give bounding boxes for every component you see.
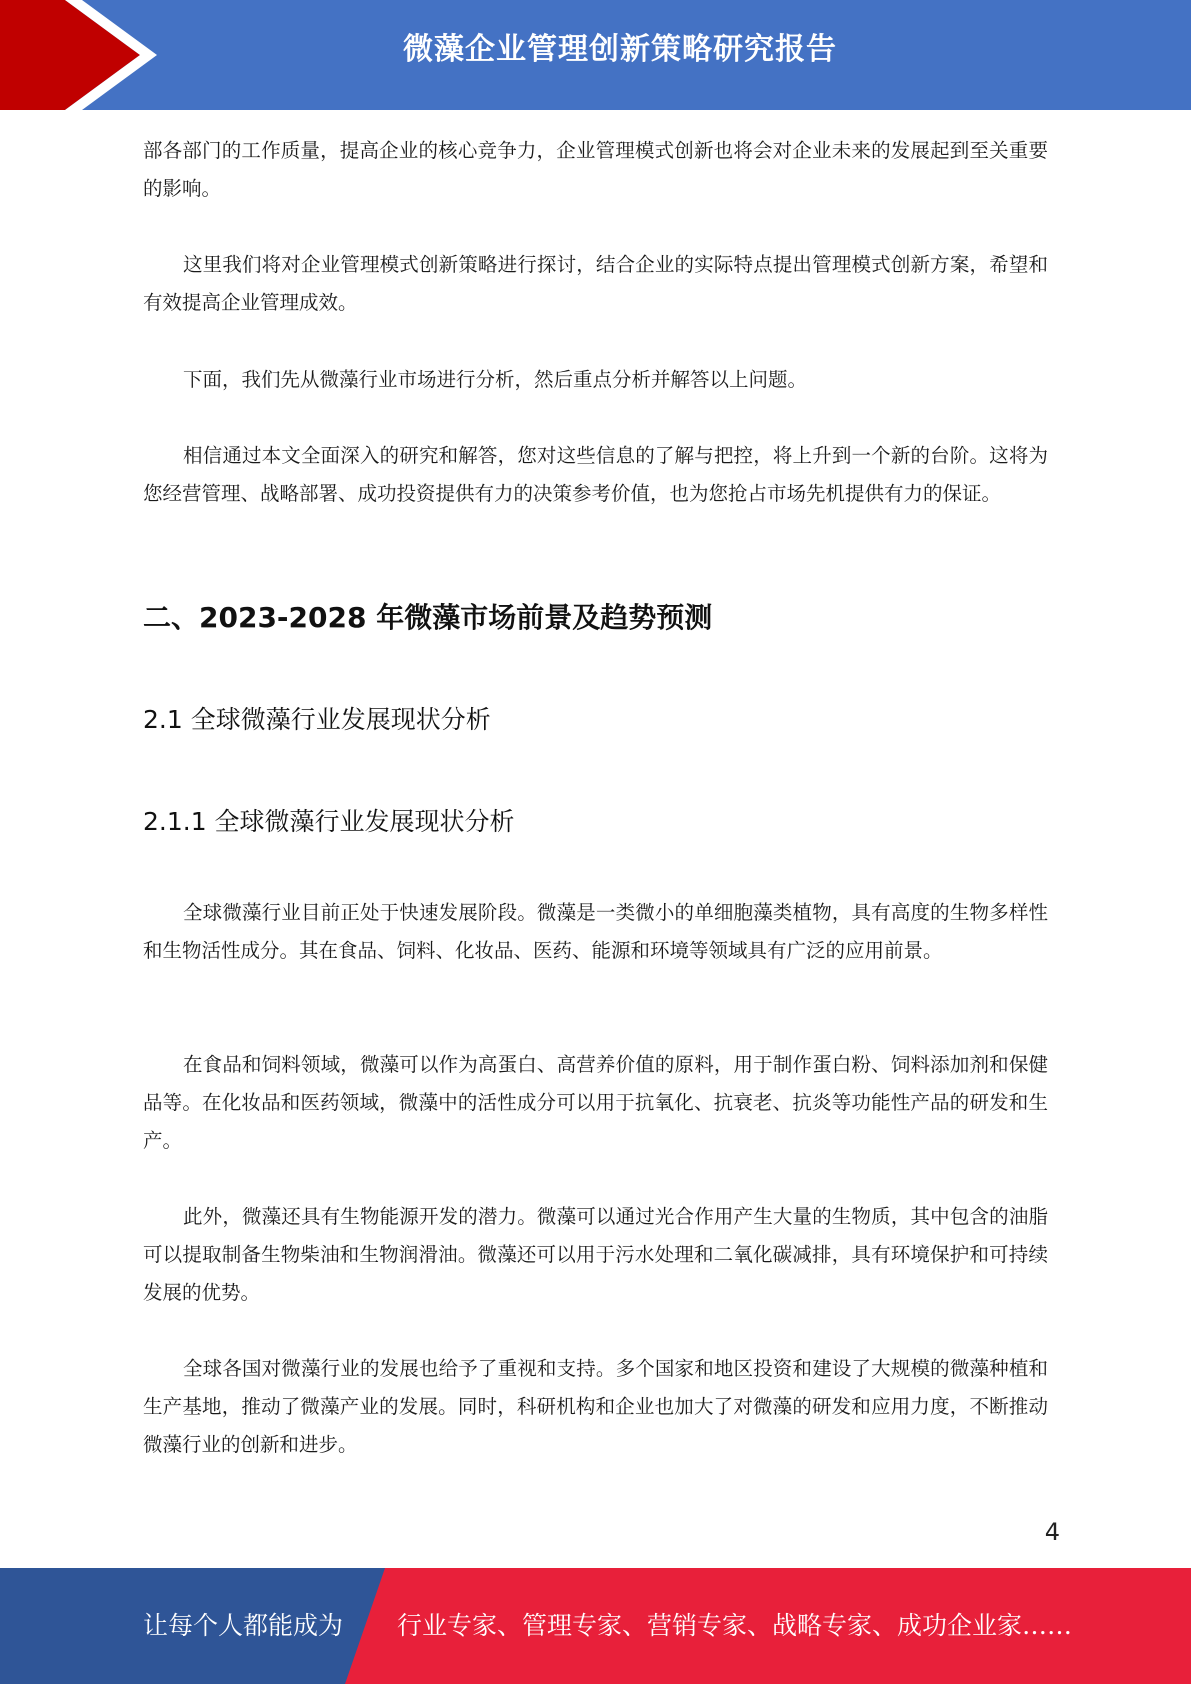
page-header — [0, 0, 1191, 110]
subsection-heading: 2.1 全球微藻行业发展现状分析 — [143, 705, 491, 734]
header-chevron-icon — [0, 0, 160, 110]
paragraph: 相信通过本文全面深入的研究和解答，您对这些信息的了解与把控，将上升到一个新的台阶。这将为您经营管理、战略部署、成功投资提供有力的决策参考价值，也为您抢占市场先机提供有力的保证。 — [143, 444, 1048, 505]
paragraph: 下面，我们先从微藻行业市场进行分析，然后重点分析并解答以上问题。 — [183, 368, 808, 391]
footer-slogan-left: 让每个人都能成为 — [143, 1611, 344, 1640]
subsubsection-heading: 2.1.1 全球微藻行业发展现状分析 — [143, 807, 515, 836]
header-title: 微藻企业管理创新策略研究报告 — [403, 32, 837, 67]
paragraph: 此外，微藻还具有生物能源开发的潜力。微藻可以通过光合作用产生大量的生物质，其中包含的油脂可以提取制备生物柴油和生物润滑油。微藻还可以用于污水处理和二氧化碳减排，具有环境保护和可持续发展的优势。 — [143, 1205, 1048, 1304]
page-footer — [0, 1568, 1191, 1684]
paragraph: 部各部门的工作质量，提高企业的核心竞争力，企业管理模式创新也将会对企业未来的发展起到至关重要的影响。 — [143, 139, 1048, 200]
paragraph: 在食品和饲料领域，微藻可以作为高蛋白、高营养价值的原料，用于制作蛋白粉、饲料添加剂和保健品等。在化妆品和医药领域，微藻中的活性成分可以用于抗氧化、抗衰老、抗炎等功能性产品的研发和生产。 — [143, 1053, 1048, 1152]
footer-slogan-right: 行业专家、管理专家、营销专家、战略专家、成功企业家…… — [397, 1611, 1073, 1640]
paragraph: 全球微藻行业目前正处于快速发展阶段。微藻是一类微小的单细胞藻类植物，具有高度的生物多样性和生物活性成分。其在食品、饲料、化妆品、医药、能源和环境等领域具有广泛的应用前景。 — [143, 901, 1048, 962]
section-heading: 二、2023-2028 年微藻市场前景及趋势预测 — [143, 601, 713, 634]
paragraph: 这里我们将对企业管理模式创新策略进行探讨，结合企业的实际特点提出管理模式创新方案，希望和有效提高企业管理成效。 — [143, 253, 1048, 314]
page-number: 4 — [1044, 1518, 1060, 1546]
paragraph: 全球各国对微藻行业的发展也给予了重视和支持。多个国家和地区投资和建设了大规模的微藻种植和生产基地，推动了微藻产业的发展。同时，科研机构和企业也加大了对微藻的研发和应用力度，不断推动微藻行业的创新和进步。 — [143, 1357, 1048, 1456]
